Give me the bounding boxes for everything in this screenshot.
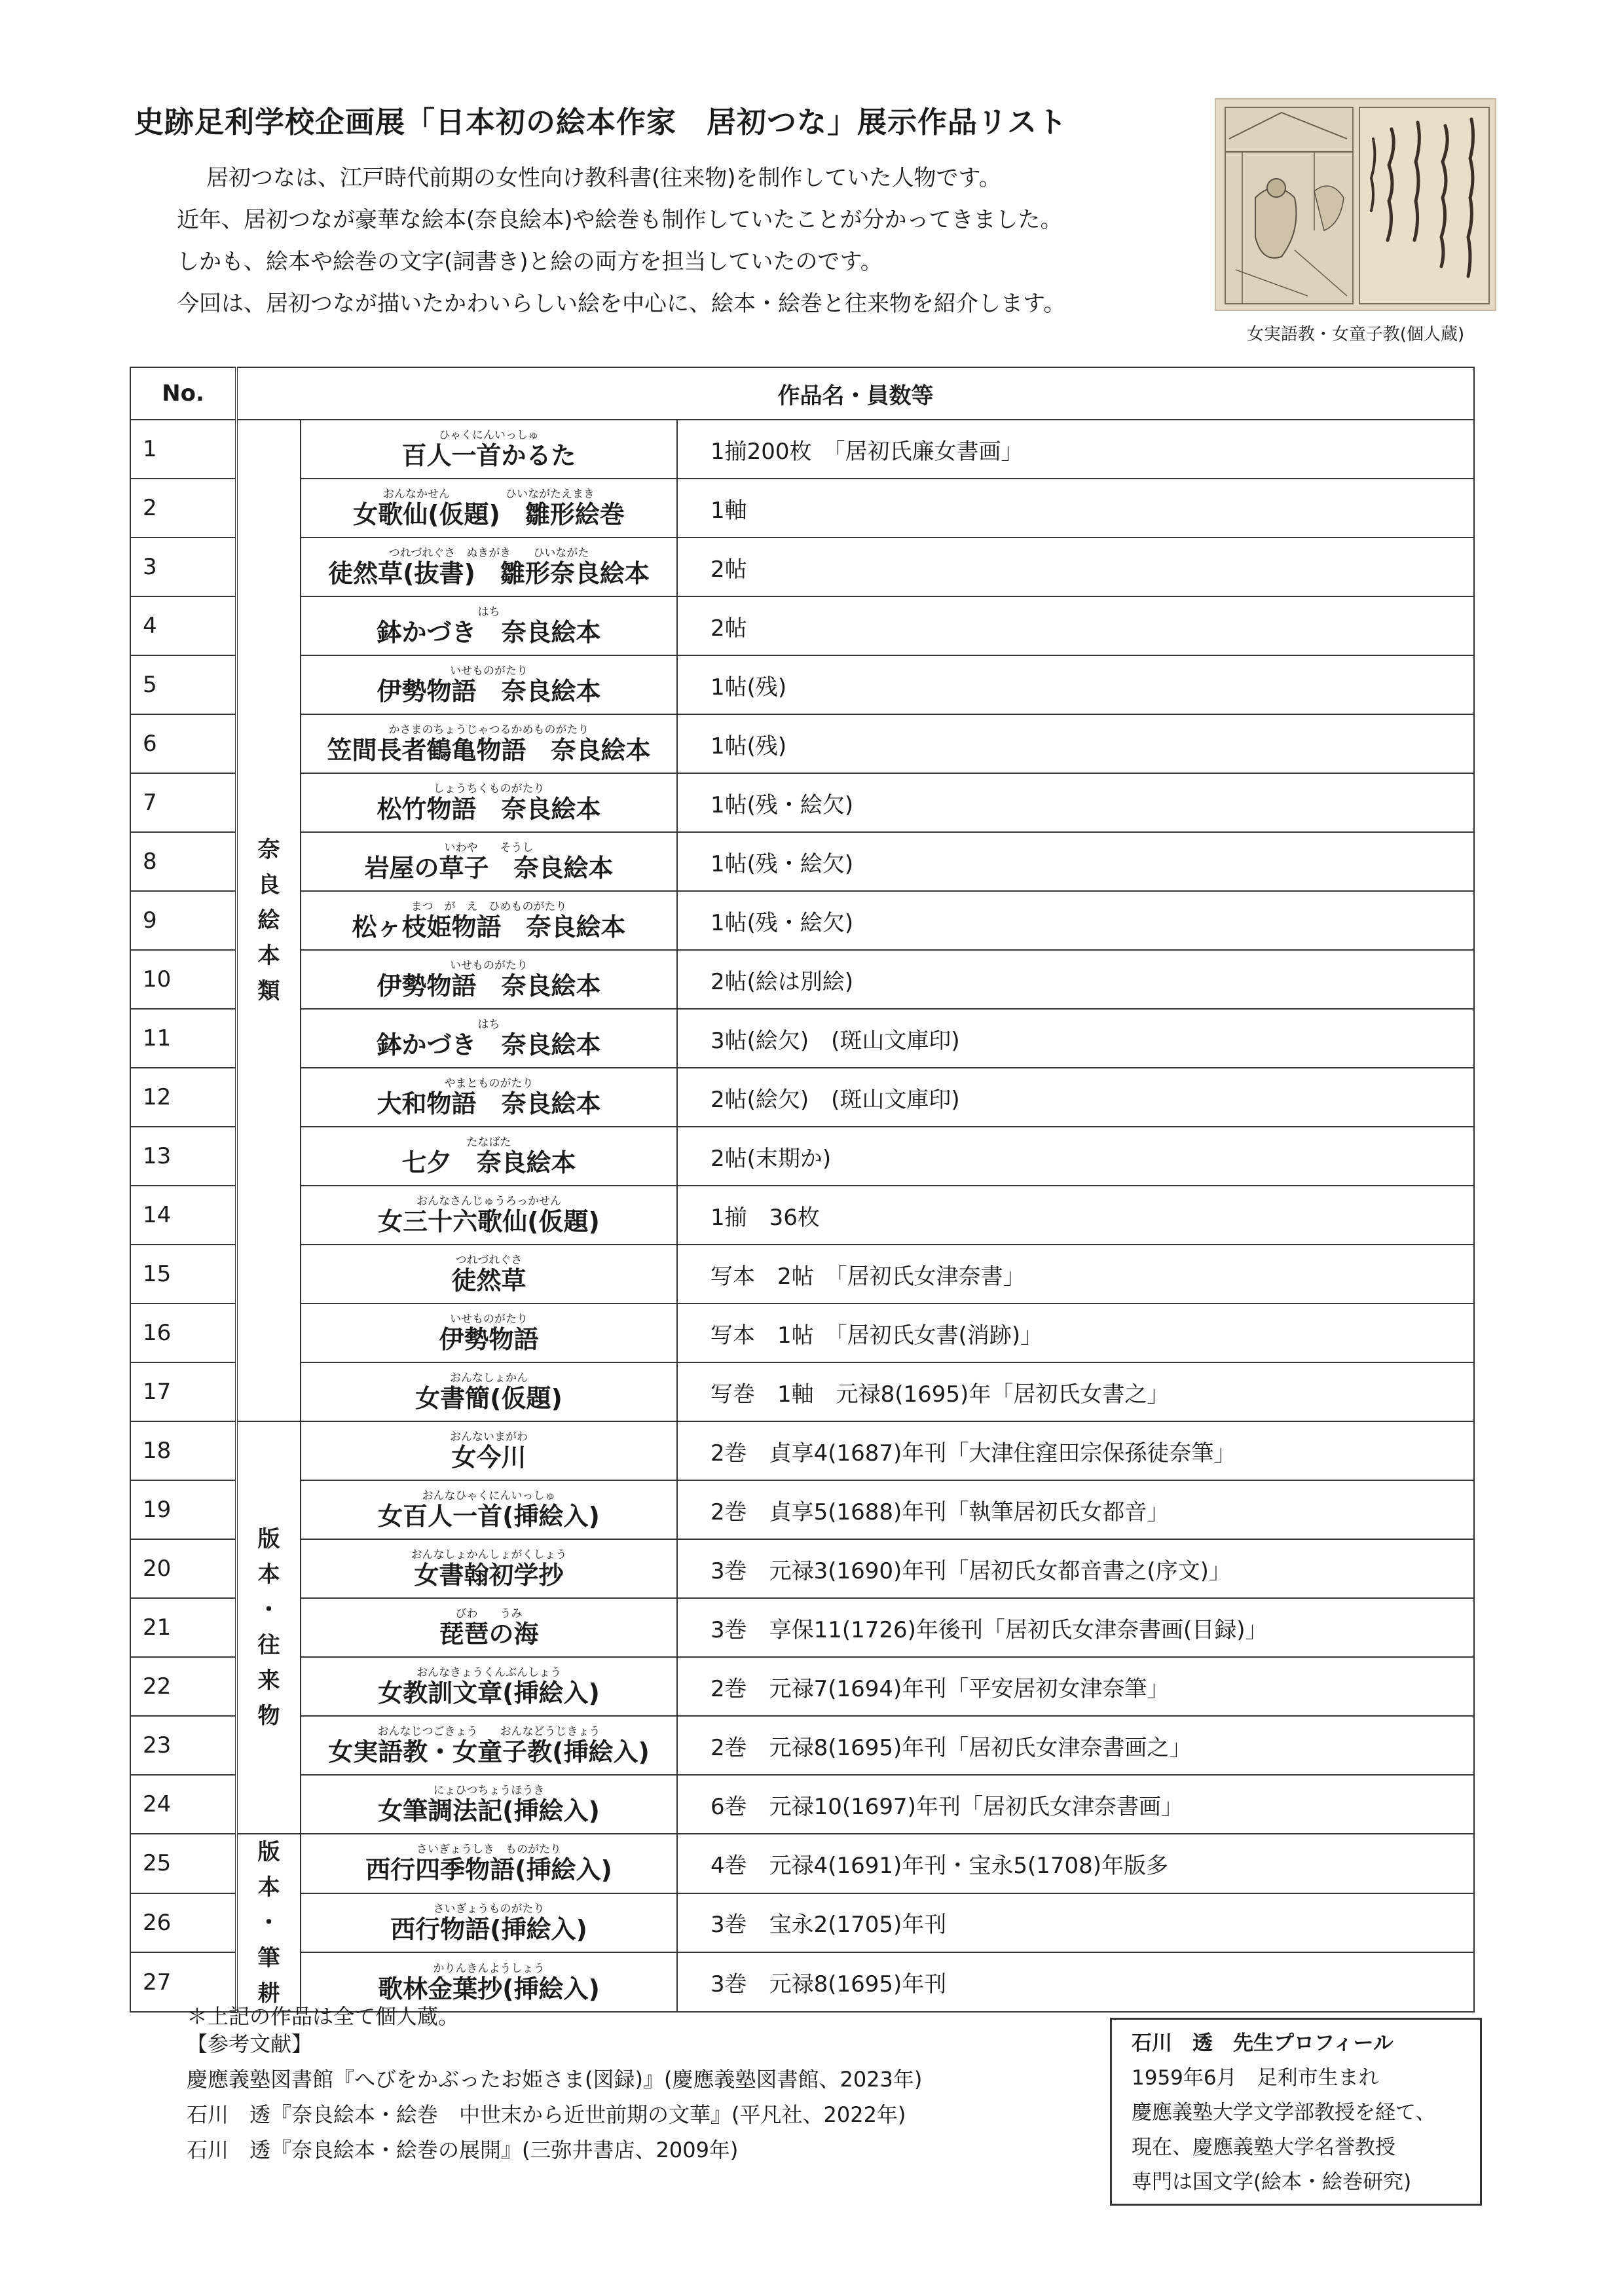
work-title: 百人一首かるた — [401, 441, 576, 470]
category-hanpon-oraimono — [236, 1421, 301, 1834]
furigana: いせものがたり — [450, 959, 528, 972]
work-title: 琵琶の海 — [439, 1620, 539, 1649]
work-title: 伊勢物語 奈良絵本 — [377, 677, 601, 706]
work-title-cell — [301, 1893, 677, 1953]
row-number: 10 — [130, 950, 236, 1009]
table-row — [130, 1362, 1474, 1421]
category-char: 物 — [257, 1703, 280, 1729]
work-title-cell — [301, 1068, 677, 1127]
table-row — [130, 1186, 1474, 1245]
category-char: 往 — [257, 1632, 280, 1658]
work-title-cell — [301, 1716, 677, 1775]
intro-line: 居初つなは、江戸時代前期の女性向け教科書(往来物)を制作していた人物です。 — [206, 165, 1001, 191]
work-title-cell — [301, 479, 677, 538]
row-number: 22 — [130, 1657, 236, 1716]
work-title-cell — [301, 1539, 677, 1598]
work-title: 女歌仙(仮題) 雛形絵巻 — [353, 500, 625, 529]
work-title-cell — [301, 714, 677, 773]
work-detail: 1帖(残・絵欠) — [677, 891, 1474, 950]
work-detail: 1帖(残・絵欠) — [677, 832, 1474, 891]
work-title: 女筆調法記(挿絵入) — [378, 1796, 600, 1825]
work-title-cell — [301, 1245, 677, 1303]
work-detail: 2帖(絵欠) (斑山文庫印) — [677, 1068, 1474, 1127]
work-title: 岩屋の草子 奈良絵本 — [364, 854, 614, 883]
work-title: 松竹物語 奈良絵本 — [377, 795, 601, 824]
profile-line: 専門は国文学(絵本・絵巻研究) — [1132, 2170, 1412, 2194]
work-detail: 1揃200枚 「居初氏廉女書画」 — [677, 420, 1474, 479]
row-number: 4 — [130, 596, 236, 655]
category-char: 版 — [257, 1839, 280, 1865]
work-detail: 2帖(末期か) — [677, 1127, 1474, 1186]
table-row — [130, 1893, 1474, 1953]
work-title-cell — [301, 1127, 677, 1186]
category-hanpon-hikko — [236, 1834, 301, 2012]
category-char: 良 — [257, 872, 280, 898]
table-row — [130, 1245, 1474, 1303]
row-number: 24 — [130, 1775, 236, 1834]
work-detail: 3巻 元禄8(1695)年刊 — [677, 1952, 1474, 2012]
profile-line: 慶應義塾大学文学部教授を経て、 — [1132, 2101, 1436, 2124]
furigana: つれづれぐさ — [455, 1254, 523, 1267]
work-title: 女三十六歌仙(仮題) — [378, 1207, 600, 1236]
category-char: 来 — [257, 1667, 280, 1694]
table-row — [130, 1598, 1474, 1657]
row-number: 25 — [130, 1834, 236, 1893]
work-title: 歌林金葉抄(挿絵入) — [378, 1974, 600, 2003]
references-heading: 【参考文献】 — [187, 2032, 313, 2056]
row-number: 19 — [130, 1480, 236, 1539]
row-number: 27 — [130, 1952, 236, 2012]
table-row — [130, 1480, 1474, 1539]
row-number: 9 — [130, 891, 236, 950]
photo-caption: 女実語教・女童子教(個人蔵) — [1246, 325, 1465, 344]
table-row — [130, 1009, 1474, 1068]
artwork-illustration — [1216, 100, 1496, 311]
category-char: 版 — [257, 1526, 280, 1552]
work-detail: 2巻 貞享5(1688)年刊「執筆居初氏女都音」 — [677, 1480, 1474, 1539]
work-title: 女教訓文章(挿絵入) — [378, 1679, 600, 1707]
table-row — [130, 1539, 1474, 1598]
furigana: つれづれぐさ ぬきがき ひいながた — [388, 547, 589, 560]
work-title: 鉢かづき 奈良絵本 — [377, 1030, 601, 1059]
work-detail: 1軸 — [677, 479, 1474, 538]
category-char: 本 — [257, 1561, 280, 1588]
work-title: 女百人一首(挿絵入) — [378, 1502, 600, 1531]
row-number: 21 — [130, 1598, 236, 1657]
furigana: おんなさんじゅうろっかせん — [416, 1195, 561, 1208]
furigana: おんなかせん ひいながたえまき — [383, 488, 595, 501]
category-char: 奈 — [257, 837, 280, 863]
work-title-cell — [301, 1362, 677, 1421]
profile-box — [1110, 2018, 1482, 2206]
row-number: 23 — [130, 1716, 236, 1775]
furigana: いせものがたり — [450, 1313, 528, 1326]
work-title-cell — [301, 655, 677, 714]
reference-item: 慶應義塾図書館『へびをかぶったお姫さま(図録)』(慶應義塾図書館、2023年) — [187, 2067, 923, 2092]
furigana: おんなひゃくにんいっしゅ — [422, 1489, 556, 1503]
row-number: 16 — [130, 1303, 236, 1362]
work-detail: 2巻 元禄8(1695)年刊「居初氏女津奈書画之」 — [677, 1716, 1474, 1775]
work-title-cell — [301, 950, 677, 1009]
work-detail: 2帖 — [677, 538, 1474, 596]
work-title-cell — [301, 1834, 677, 1893]
category-char: 類 — [257, 978, 280, 1004]
work-title: 女実語教・女童子教(挿絵入) — [328, 1738, 650, 1766]
work-title: 七夕 奈良絵本 — [401, 1148, 576, 1177]
row-number: 8 — [130, 832, 236, 891]
furigana: さいぎょうものがたり — [433, 1902, 545, 1916]
furigana: おんないまがわ — [450, 1430, 528, 1444]
furigana: かりんきんようしょう — [433, 1961, 545, 1975]
table-row — [130, 1834, 1474, 1893]
row-number: 12 — [130, 1068, 236, 1127]
row-number: 5 — [130, 655, 236, 714]
work-detail: 1帖(残) — [677, 655, 1474, 714]
furigana: さいぎょうしき ものがたり — [416, 1843, 561, 1857]
furigana: ひゃくにんいっしゅ — [439, 429, 539, 442]
work-detail: 写本 1帖 「居初氏女書(消跡)」 — [677, 1303, 1474, 1362]
furigana: やまとものがたり — [444, 1077, 534, 1090]
work-title-cell — [301, 1775, 677, 1834]
row-number: 1 — [130, 420, 236, 479]
table-header-row — [130, 367, 1474, 420]
work-title-cell — [301, 1303, 677, 1362]
work-title: 伊勢物語 — [439, 1325, 539, 1354]
table-row — [130, 1775, 1474, 1834]
row-number: 11 — [130, 1009, 236, 1068]
category-char: 本 — [257, 943, 280, 969]
furigana: しょうちくものがたり — [433, 782, 545, 795]
references — [187, 2026, 1071, 2168]
table-row — [130, 479, 1474, 538]
category-char: 筆 — [257, 1945, 280, 1971]
table-row — [130, 596, 1474, 655]
work-title: 大和物語 奈良絵本 — [377, 1089, 601, 1118]
work-detail: 2帖 — [677, 596, 1474, 655]
work-title: 徒然草 — [451, 1266, 526, 1295]
work-title-cell — [301, 1598, 677, 1657]
work-title: 松ヶ枝姫物語 奈良絵本 — [352, 913, 626, 941]
work-detail: 6巻 元禄10(1697)年刊「居初氏女津奈書画」 — [677, 1775, 1474, 1834]
row-number: 20 — [130, 1539, 236, 1598]
row-number: 2 — [130, 479, 236, 538]
work-title: 女書翰初学抄 — [414, 1561, 564, 1590]
work-detail: 2巻 元禄7(1694)年刊「平安居初女津奈筆」 — [677, 1657, 1474, 1716]
table-row — [130, 538, 1474, 596]
artwork-photo — [1215, 98, 1496, 311]
category-nara-ehon — [236, 420, 301, 1421]
column-header-title: 作品名・員数等 — [236, 367, 1474, 420]
work-title: 鉢かづき 奈良絵本 — [377, 618, 601, 647]
intro-line: 近年、居初つなが豪華な絵本(奈良絵本)や絵巻も制作していたことが分かってきました。 — [177, 207, 1063, 233]
furigana: たなばた — [466, 1136, 511, 1149]
work-title: 西行物語(挿絵入) — [390, 1914, 587, 1944]
furigana: いわや そうし — [444, 841, 534, 854]
work-title: 女書簡(仮題) — [415, 1384, 563, 1413]
furigana: おんなしょかん — [450, 1372, 528, 1385]
work-title-cell — [301, 1186, 677, 1245]
profile-line: 1959年6月 足利市生まれ — [1132, 2066, 1379, 2090]
furigana: はち — [477, 606, 500, 619]
work-title-cell — [301, 832, 677, 891]
table-row — [130, 891, 1474, 950]
work-detail: 写巻 1軸 元禄8(1695)年「居初氏女書之」 — [677, 1362, 1474, 1421]
work-title-cell — [301, 1009, 677, 1068]
work-detail: 3帖(絵欠) (斑山文庫印) — [677, 1009, 1474, 1068]
category-char: 本 — [257, 1874, 280, 1901]
work-title: 伊勢物語 奈良絵本 — [377, 972, 601, 1000]
furigana: おんなしょかんしょがくしょう — [411, 1548, 567, 1561]
row-number: 26 — [130, 1893, 236, 1953]
intro-line: しかも、絵本や絵巻の文字(詞書き)と絵の両方を担当していたのです。 — [177, 249, 883, 275]
work-title-cell — [301, 1480, 677, 1539]
furigana: おんなきょうくんぶんしょう — [416, 1666, 561, 1679]
table-row — [130, 773, 1474, 832]
category-char: ・ — [257, 1597, 280, 1623]
reference-item: 石川 透『奈良絵本・絵巻の展開』(三弥井書店、2009年) — [187, 2138, 739, 2162]
work-title-cell — [301, 773, 677, 832]
work-title: 西行四季物語(挿絵入) — [365, 1855, 612, 1885]
work-detail: 3巻 宝永2(1705)年刊 — [677, 1893, 1474, 1953]
table-row — [130, 1657, 1474, 1716]
table-row — [130, 832, 1474, 891]
table-row — [130, 420, 1474, 479]
work-title-cell — [301, 891, 677, 950]
work-title-cell — [301, 1421, 677, 1480]
profile-line: 現在、慶應義塾大学名誉教授 — [1132, 2136, 1395, 2159]
page-title: 史跡足利学校企画展「日本初の絵本作家 居初つな」展示作品リスト — [134, 105, 1068, 139]
work-detail: 1揃 36枚 — [677, 1186, 1474, 1245]
furigana: はち — [477, 1018, 500, 1031]
table-row — [130, 1127, 1474, 1186]
row-number: 7 — [130, 773, 236, 832]
work-title: 笠間長者鶴亀物語 奈良絵本 — [327, 736, 651, 765]
table-row — [130, 1303, 1474, 1362]
table-row — [130, 714, 1474, 773]
category-char: 絵 — [257, 907, 280, 934]
row-number: 14 — [130, 1186, 236, 1245]
work-title-cell — [301, 596, 677, 655]
work-title-cell — [301, 420, 677, 479]
work-title: 徒然草(抜書) 雛形奈良絵本 — [328, 559, 650, 588]
row-number: 3 — [130, 538, 236, 596]
table-row — [130, 1068, 1474, 1127]
work-detail: 3巻 元禄3(1690)年刊「居初氏女都音書之(序文)」 — [677, 1539, 1474, 1598]
table-row — [130, 655, 1474, 714]
profile-title: 石川 透 先生プロフィール — [1132, 2032, 1393, 2055]
work-detail: 4巻 元禄4(1691)年刊・宝永5(1708)年版多 — [677, 1834, 1474, 1893]
table-row — [130, 1421, 1474, 1480]
furigana: いせものがたり — [450, 665, 528, 678]
reference-item: 石川 透『奈良絵本・絵巻 中世末から近世前期の文華』(平凡社、2022年) — [187, 2102, 906, 2127]
work-detail: 3巻 享保11(1726)年後刊「居初氏女津奈書画(目録)」 — [677, 1598, 1474, 1657]
work-detail: 2帖(絵は別絵) — [677, 950, 1474, 1009]
work-detail: 写本 2帖 「居初氏女津奈書」 — [677, 1245, 1474, 1303]
row-number: 15 — [130, 1245, 236, 1303]
furigana: にょひつちょうほうき — [433, 1784, 545, 1797]
row-number: 13 — [130, 1127, 236, 1186]
work-detail: 1帖(残・絵欠) — [677, 773, 1474, 832]
category-char: ・ — [257, 1910, 280, 1936]
table-row — [130, 950, 1474, 1009]
work-title: 女今川 — [451, 1443, 526, 1472]
furigana: おんなじつごきょう おんなどうじきょう — [377, 1725, 600, 1738]
ownership-note: ＊上記の作品は全て個人蔵。 — [187, 2004, 460, 2029]
category-char: 耕 — [257, 1980, 280, 2007]
work-detail: 1帖(残) — [677, 714, 1474, 773]
column-header-no: No. — [130, 367, 236, 420]
row-number: 18 — [130, 1421, 236, 1480]
row-number: 6 — [130, 714, 236, 773]
work-title-cell — [301, 538, 677, 596]
row-number: 17 — [130, 1362, 236, 1421]
work-title-cell — [301, 1657, 677, 1716]
intro-text — [177, 157, 1198, 325]
furigana: まつ が え ひめものがたり — [411, 900, 567, 913]
table-row — [130, 1716, 1474, 1775]
work-detail: 2巻 貞享4(1687)年刊「大津住窪田宗保孫徒奈筆」 — [677, 1421, 1474, 1480]
furigana: かさまのちょうじゃつるかめものがたり — [388, 723, 589, 737]
furigana: びわ うみ — [455, 1607, 523, 1620]
intro-line: 今回は、居初つなが描いたかわいらしい絵を中心に、絵本・絵巻と往来物を紹介します。 — [177, 291, 1066, 317]
works-table — [130, 367, 1475, 2013]
